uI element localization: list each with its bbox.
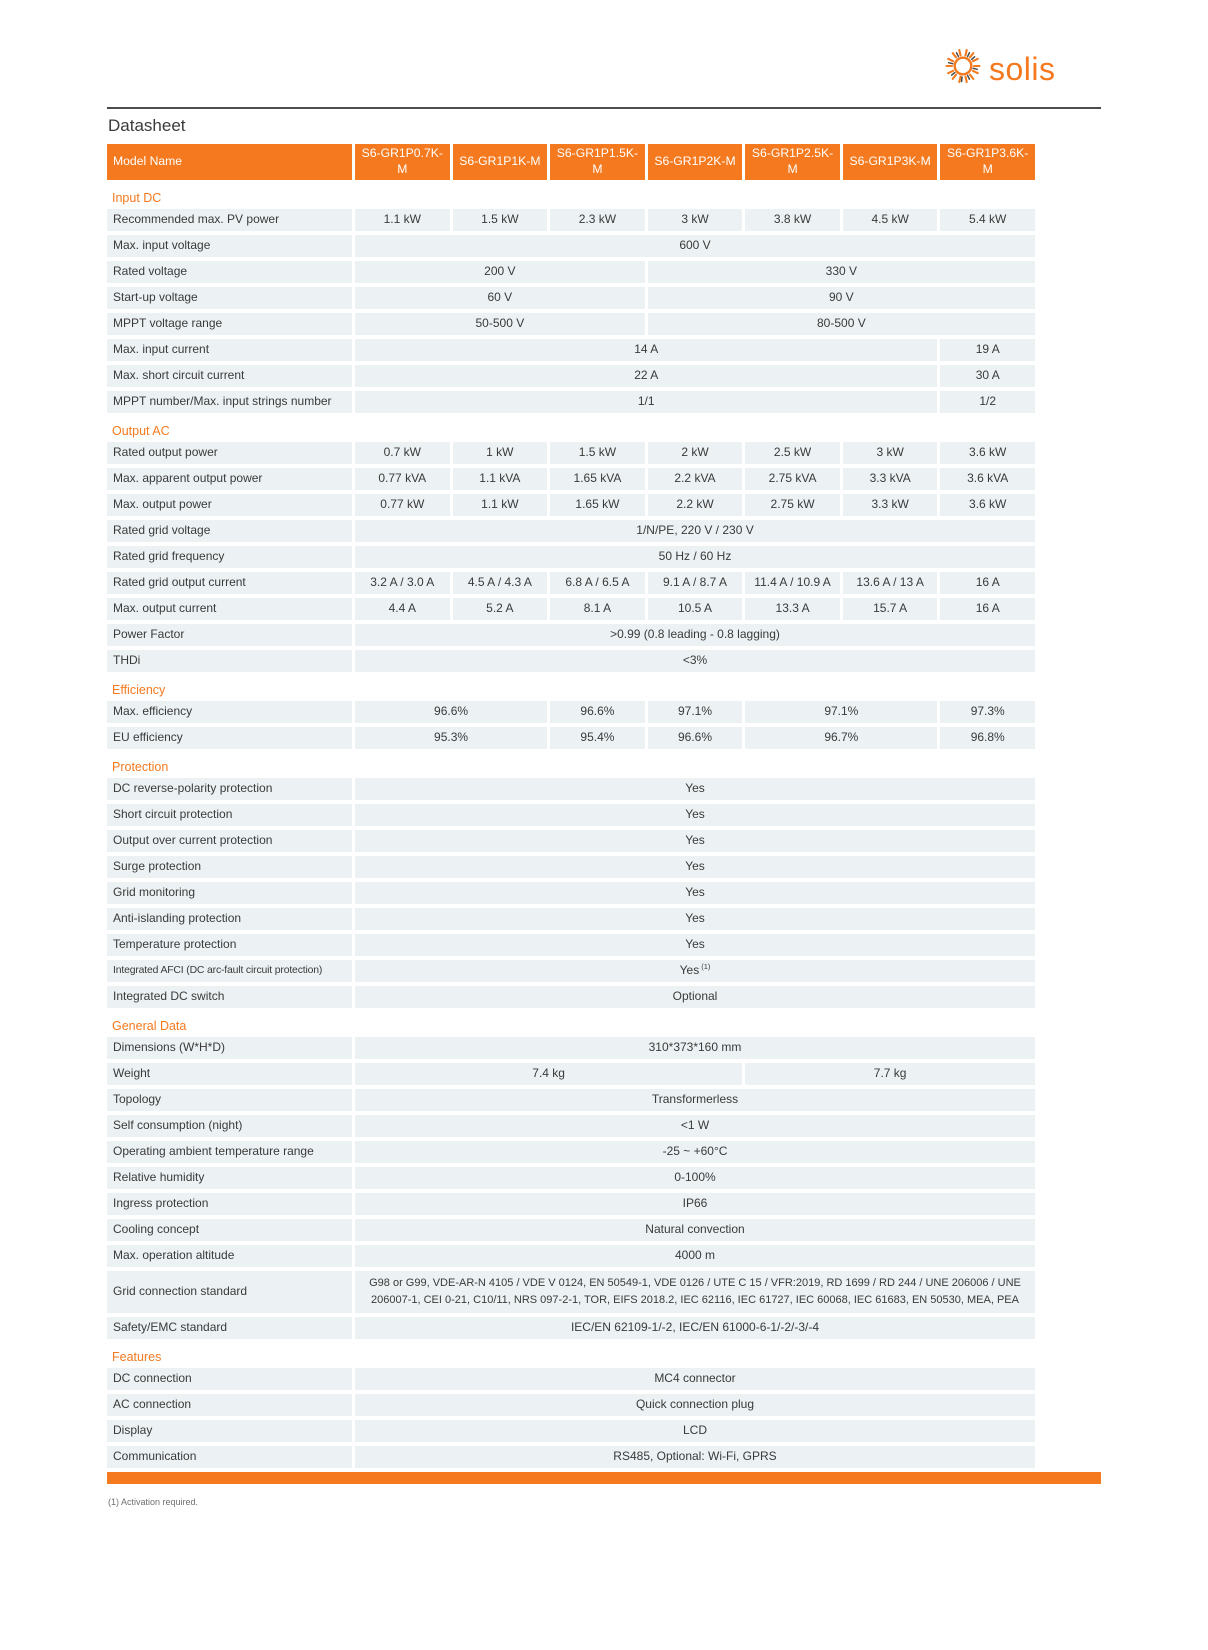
model-name-header: Model Name xyxy=(107,144,352,180)
spec-row xyxy=(107,1193,1035,1215)
spec-value-cell: 96.6% xyxy=(550,701,645,723)
spec-value-cell: 1.1 kW xyxy=(355,209,450,231)
spec-row-label: Short circuit protection xyxy=(107,804,352,826)
spec-value-cell: Yes xyxy=(355,830,1035,852)
spec-row xyxy=(107,1368,1035,1390)
model-header-2: S6-GR1P1K-M xyxy=(453,144,548,180)
spec-value-cell: >0.99 (0.8 leading - 0.8 lagging) xyxy=(355,624,1035,646)
spec-row-label: Rated voltage xyxy=(107,261,352,283)
spec-row-label: Rated grid voltage xyxy=(107,520,352,542)
spec-value-cell: 3.6 kVA xyxy=(940,468,1035,490)
spec-row xyxy=(107,830,1035,852)
spec-row-label: Max. efficiency xyxy=(107,701,352,723)
spec-row-label: Max. output current xyxy=(107,598,352,620)
spec-row-label: EU efficiency xyxy=(107,727,352,749)
spec-row xyxy=(107,520,1035,542)
spec-value-cell: 2.75 kVA xyxy=(745,468,840,490)
spec-value-cell: 3.6 kW xyxy=(940,494,1035,516)
model-header-4: S6-GR1P2K-M xyxy=(648,144,743,180)
spec-value-cell: 1 kW xyxy=(453,442,548,464)
spec-row xyxy=(107,804,1035,826)
spec-row-label: Max. apparent output power xyxy=(107,468,352,490)
spec-row-label: THDi xyxy=(107,650,352,672)
model-header-3: S6-GR1P1.5K-M xyxy=(550,144,645,180)
table-header-row xyxy=(107,144,1035,180)
page-title: Datasheet xyxy=(108,116,186,135)
spec-row xyxy=(107,960,1035,982)
spec-row-label: Dimensions (W*H*D) xyxy=(107,1037,352,1059)
spec-value-cell: 50-500 V xyxy=(355,313,645,335)
spec-row xyxy=(107,261,1035,283)
spec-value-cell: Yes xyxy=(355,856,1035,878)
spec-value-cell: 19 A xyxy=(940,339,1035,361)
spec-value-cell: 97.1% xyxy=(745,701,937,723)
spec-value-cell: 8.1 A xyxy=(550,598,645,620)
spec-row xyxy=(107,727,1035,749)
footer-accent-bar xyxy=(107,1472,1101,1484)
spec-row-label: Rated grid frequency xyxy=(107,546,352,568)
spec-row-label: Weight xyxy=(107,1063,352,1085)
spec-value-cell: 3.2 A / 3.0 A xyxy=(355,572,450,594)
spec-value-cell: 50 Hz / 60 Hz xyxy=(355,546,1035,568)
spec-value-cell: 4.5 A / 4.3 A xyxy=(453,572,548,594)
spec-row-label: Anti-islanding protection xyxy=(107,908,352,930)
spec-row-label: Temperature protection xyxy=(107,934,352,956)
spec-value-cell: 330 V xyxy=(648,261,1035,283)
spec-row xyxy=(107,1037,1035,1059)
spec-value-cell: 2.3 kW xyxy=(550,209,645,231)
spec-value-cell: 14 A xyxy=(355,339,937,361)
spec-value-cell: 96.7% xyxy=(745,727,937,749)
spec-value-cell: -25 ~ +60°C xyxy=(355,1141,1035,1163)
spec-value-cell: Yes (1) xyxy=(355,960,1035,982)
spec-row-label: DC reverse-polarity protection xyxy=(107,778,352,800)
spec-value-cell: RS485, Optional: Wi-Fi, GPRS xyxy=(355,1446,1035,1468)
spec-row-label: Grid connection standard xyxy=(107,1271,352,1313)
spec-row-label: Integrated DC switch xyxy=(107,986,352,1008)
spec-value-cell: <1 W xyxy=(355,1115,1035,1137)
spec-row xyxy=(107,908,1035,930)
spec-row xyxy=(107,235,1035,257)
spec-row xyxy=(107,701,1035,723)
logo-wordmark: solis xyxy=(989,50,1056,87)
spec-value-cell: 2.2 kVA xyxy=(648,468,743,490)
spec-value-cell: 4000 m xyxy=(355,1245,1035,1267)
spec-value-cell: Yes xyxy=(355,804,1035,826)
spec-row xyxy=(107,856,1035,878)
spec-row-label: Max. short circuit current xyxy=(107,365,352,387)
footnote: (1) Activation required. xyxy=(108,1496,199,1507)
spec-row xyxy=(107,339,1035,361)
spec-value-cell: 2.5 kW xyxy=(745,442,840,464)
spec-value-cell: Yes xyxy=(355,908,1035,930)
spec-row xyxy=(107,1245,1035,1267)
spec-row xyxy=(107,313,1035,335)
spec-value-cell: 13.6 A / 13 A xyxy=(843,572,938,594)
spec-row-label: AC connection xyxy=(107,1394,352,1416)
spec-row-label: Grid monitoring xyxy=(107,882,352,904)
spec-value-cell: 15.7 A xyxy=(843,598,938,620)
spec-value-cell: IP66 xyxy=(355,1193,1035,1215)
spec-row xyxy=(107,1219,1035,1241)
spec-value-cell: 80-500 V xyxy=(648,313,1035,335)
spec-value-cell: 7.7 kg xyxy=(745,1063,1035,1085)
spec-row-label: Max. operation altitude xyxy=(107,1245,352,1267)
spec-row xyxy=(107,650,1035,672)
spec-row-label: Relative humidity xyxy=(107,1167,352,1189)
model-header-7: S6-GR1P3.6K-M xyxy=(940,144,1035,180)
spec-row xyxy=(107,442,1035,464)
spec-value-cell: 16 A xyxy=(940,572,1035,594)
spec-value-cell: 3.3 kW xyxy=(843,494,938,516)
model-header-1: S6-GR1P0.7K-M xyxy=(355,144,450,180)
spec-value-cell: 310*373*160 mm xyxy=(355,1037,1035,1059)
spec-row-label: DC connection xyxy=(107,1368,352,1390)
spec-row xyxy=(107,365,1035,387)
spec-value-cell: 3.8 kW xyxy=(745,209,840,231)
spec-value-cell: 96.6% xyxy=(648,727,743,749)
spec-row-label: Integrated AFCI (DC arc-fault circuit protection) xyxy=(107,960,352,982)
spec-row xyxy=(107,986,1035,1008)
spec-value-cell: 1/2 xyxy=(940,391,1035,413)
spec-value-cell: 1.1 kW xyxy=(453,494,548,516)
spec-value-cell: 2.2 kW xyxy=(648,494,743,516)
spec-value-cell: 4.4 A xyxy=(355,598,450,620)
spec-row xyxy=(107,209,1035,231)
spec-value-cell: 1.65 kVA xyxy=(550,468,645,490)
spec-value-cell: 95.4% xyxy=(550,727,645,749)
spec-value-cell: 95.3% xyxy=(355,727,547,749)
spec-row xyxy=(107,1089,1035,1111)
content-area xyxy=(107,107,1101,1507)
spec-value-cell: 0-100% xyxy=(355,1167,1035,1189)
section-title-features: Features xyxy=(112,1349,162,1364)
spec-value-cell: 9.1 A / 8.7 A xyxy=(648,572,743,594)
spec-row xyxy=(107,1446,1035,1468)
spec-value-cell: 96.6% xyxy=(355,701,547,723)
spec-value-cell: 200 V xyxy=(355,261,645,283)
spec-value-cell: 4.5 kW xyxy=(843,209,938,231)
spec-value-cell: 90 V xyxy=(648,287,1035,309)
spec-row xyxy=(107,624,1035,646)
spec-value-cell: Yes xyxy=(355,934,1035,956)
spec-value-cell: 3.6 kW xyxy=(940,442,1035,464)
spec-row-label: Topology xyxy=(107,1089,352,1111)
spec-value-cell: 600 V xyxy=(355,235,1035,257)
footnote-marker: (1) xyxy=(701,961,711,971)
spec-row-label: Max. input voltage xyxy=(107,235,352,257)
spec-value-cell: 6.8 A / 6.5 A xyxy=(550,572,645,594)
spec-value-cell: 3 kW xyxy=(843,442,938,464)
spec-row-label: Max. output power xyxy=(107,494,352,516)
spec-row-label: Ingress protection xyxy=(107,1193,352,1215)
table-body xyxy=(107,184,1035,1468)
spec-row xyxy=(107,1115,1035,1137)
spec-row xyxy=(107,882,1035,904)
model-header-6: S6-GR1P3K-M xyxy=(843,144,938,180)
spec-value-cell: 22 A xyxy=(355,365,937,387)
spec-row-label: Max. input current xyxy=(107,339,352,361)
spec-value-cell: 1.5 kW xyxy=(550,442,645,464)
spec-row-label: Output over current protection xyxy=(107,830,352,852)
spec-row xyxy=(107,778,1035,800)
spec-value-cell: Optional xyxy=(355,986,1035,1008)
spec-row-label: Rated output power xyxy=(107,442,352,464)
spec-value-cell: <3% xyxy=(355,650,1035,672)
spec-value-cell: 1/1 xyxy=(355,391,937,413)
spec-value-cell: LCD xyxy=(355,1420,1035,1442)
section-title-output-ac: Output AC xyxy=(112,423,170,438)
spec-value-cell: 7.4 kg xyxy=(355,1063,742,1085)
sun-icon xyxy=(941,44,985,93)
spec-row xyxy=(107,1063,1035,1085)
section-title-input-dc: Input DC xyxy=(112,190,162,205)
header-divider xyxy=(107,107,1101,109)
spec-value-cell: 2 kW xyxy=(648,442,743,464)
spec-row-label: Safety/EMC standard xyxy=(107,1317,352,1339)
section-title-protection: Protection xyxy=(112,759,169,774)
spec-table xyxy=(107,144,1035,1468)
spec-value-cell: 60 V xyxy=(355,287,645,309)
spec-value-cell: 13.3 A xyxy=(745,598,840,620)
spec-value-cell: Transformerless xyxy=(355,1089,1035,1111)
spec-value-cell: 1.1 kVA xyxy=(453,468,548,490)
section-title-general-data: General Data xyxy=(112,1018,187,1033)
spec-row-label: Surge protection xyxy=(107,856,352,878)
spec-value-cell: 1.65 kW xyxy=(550,494,645,516)
section-title-efficiency: Efficiency xyxy=(112,682,166,697)
spec-row-label: Start-up voltage xyxy=(107,287,352,309)
spec-row xyxy=(107,1167,1035,1189)
spec-value-cell: 1.5 kW xyxy=(453,209,548,231)
spec-value-cell: 1/N/PE, 220 V / 230 V xyxy=(355,520,1035,542)
spec-value-cell: 3.3 kVA xyxy=(843,468,938,490)
spec-row-label: Communication xyxy=(107,1446,352,1468)
spec-row xyxy=(107,1141,1035,1163)
spec-value-cell: Natural convection xyxy=(355,1219,1035,1241)
spec-value-cell: G98 or G99, VDE-AR-N 4105 / VDE V 0124, EN 50549-1, VDE 0126 / UTE C 15 / VFR:2019, RD 1699 / RD 244 / UNE 206006 / UNE 206007-1, CEI 0-21, C10/11, NRS 097-2-1, TOR, EIFS 2018.2, IEC 62116, IEC 61727, IEC 60068, IEC 61683, EN 50530, MEA, PEA xyxy=(355,1271,1035,1313)
spec-value-cell: IEC/EN 62109-1/-2, IEC/EN 61000-6-1/-2/-3/-4 xyxy=(355,1317,1035,1339)
spec-value-cell: 5.4 kW xyxy=(940,209,1035,231)
spec-value-cell: MC4 connector xyxy=(355,1368,1035,1390)
spec-row xyxy=(107,494,1035,516)
spec-row-label: Recommended max. PV power xyxy=(107,209,352,231)
spec-row-label: Power Factor xyxy=(107,624,352,646)
solis-logo xyxy=(941,44,1056,93)
spec-row xyxy=(107,598,1035,620)
spec-row-label: Self consumption (night) xyxy=(107,1115,352,1137)
spec-value-cell: 5.2 A xyxy=(453,598,548,620)
spec-row xyxy=(107,287,1035,309)
spec-row xyxy=(107,1394,1035,1416)
spec-row xyxy=(107,468,1035,490)
spec-row-label: MPPT voltage range xyxy=(107,313,352,335)
spec-row xyxy=(107,391,1035,413)
spec-row-label: Rated grid output current xyxy=(107,572,352,594)
spec-value-cell: 30 A xyxy=(940,365,1035,387)
spec-value-cell: 10.5 A xyxy=(648,598,743,620)
spec-value-cell: 0.77 kW xyxy=(355,494,450,516)
spec-row-label: Display xyxy=(107,1420,352,1442)
spec-row xyxy=(107,1317,1035,1339)
spec-value-cell: 0.7 kW xyxy=(355,442,450,464)
spec-row-label: MPPT number/Max. input strings number xyxy=(107,391,352,413)
spec-value-cell: 16 A xyxy=(940,598,1035,620)
spec-row-label: Cooling concept xyxy=(107,1219,352,1241)
spec-value-cell: 11.4 A / 10.9 A xyxy=(745,572,840,594)
spec-row xyxy=(107,1420,1035,1442)
spec-value-cell: 2.75 kW xyxy=(745,494,840,516)
spec-row xyxy=(107,572,1035,594)
model-header-5: S6-GR1P2.5K-M xyxy=(745,144,840,180)
spec-row-label: Operating ambient temperature range xyxy=(107,1141,352,1163)
spec-row xyxy=(107,1271,1035,1313)
spec-value-cell: 3 kW xyxy=(648,209,743,231)
spec-value-cell: 97.3% xyxy=(940,701,1035,723)
spec-value-cell: Quick connection plug xyxy=(355,1394,1035,1416)
spec-row xyxy=(107,546,1035,568)
spec-value-cell: Yes xyxy=(355,778,1035,800)
spec-value-cell: 96.8% xyxy=(940,727,1035,749)
spec-row xyxy=(107,934,1035,956)
spec-value-cell: 0.77 kVA xyxy=(355,468,450,490)
spec-value-cell: Yes xyxy=(355,882,1035,904)
spec-value-cell: 97.1% xyxy=(648,701,743,723)
